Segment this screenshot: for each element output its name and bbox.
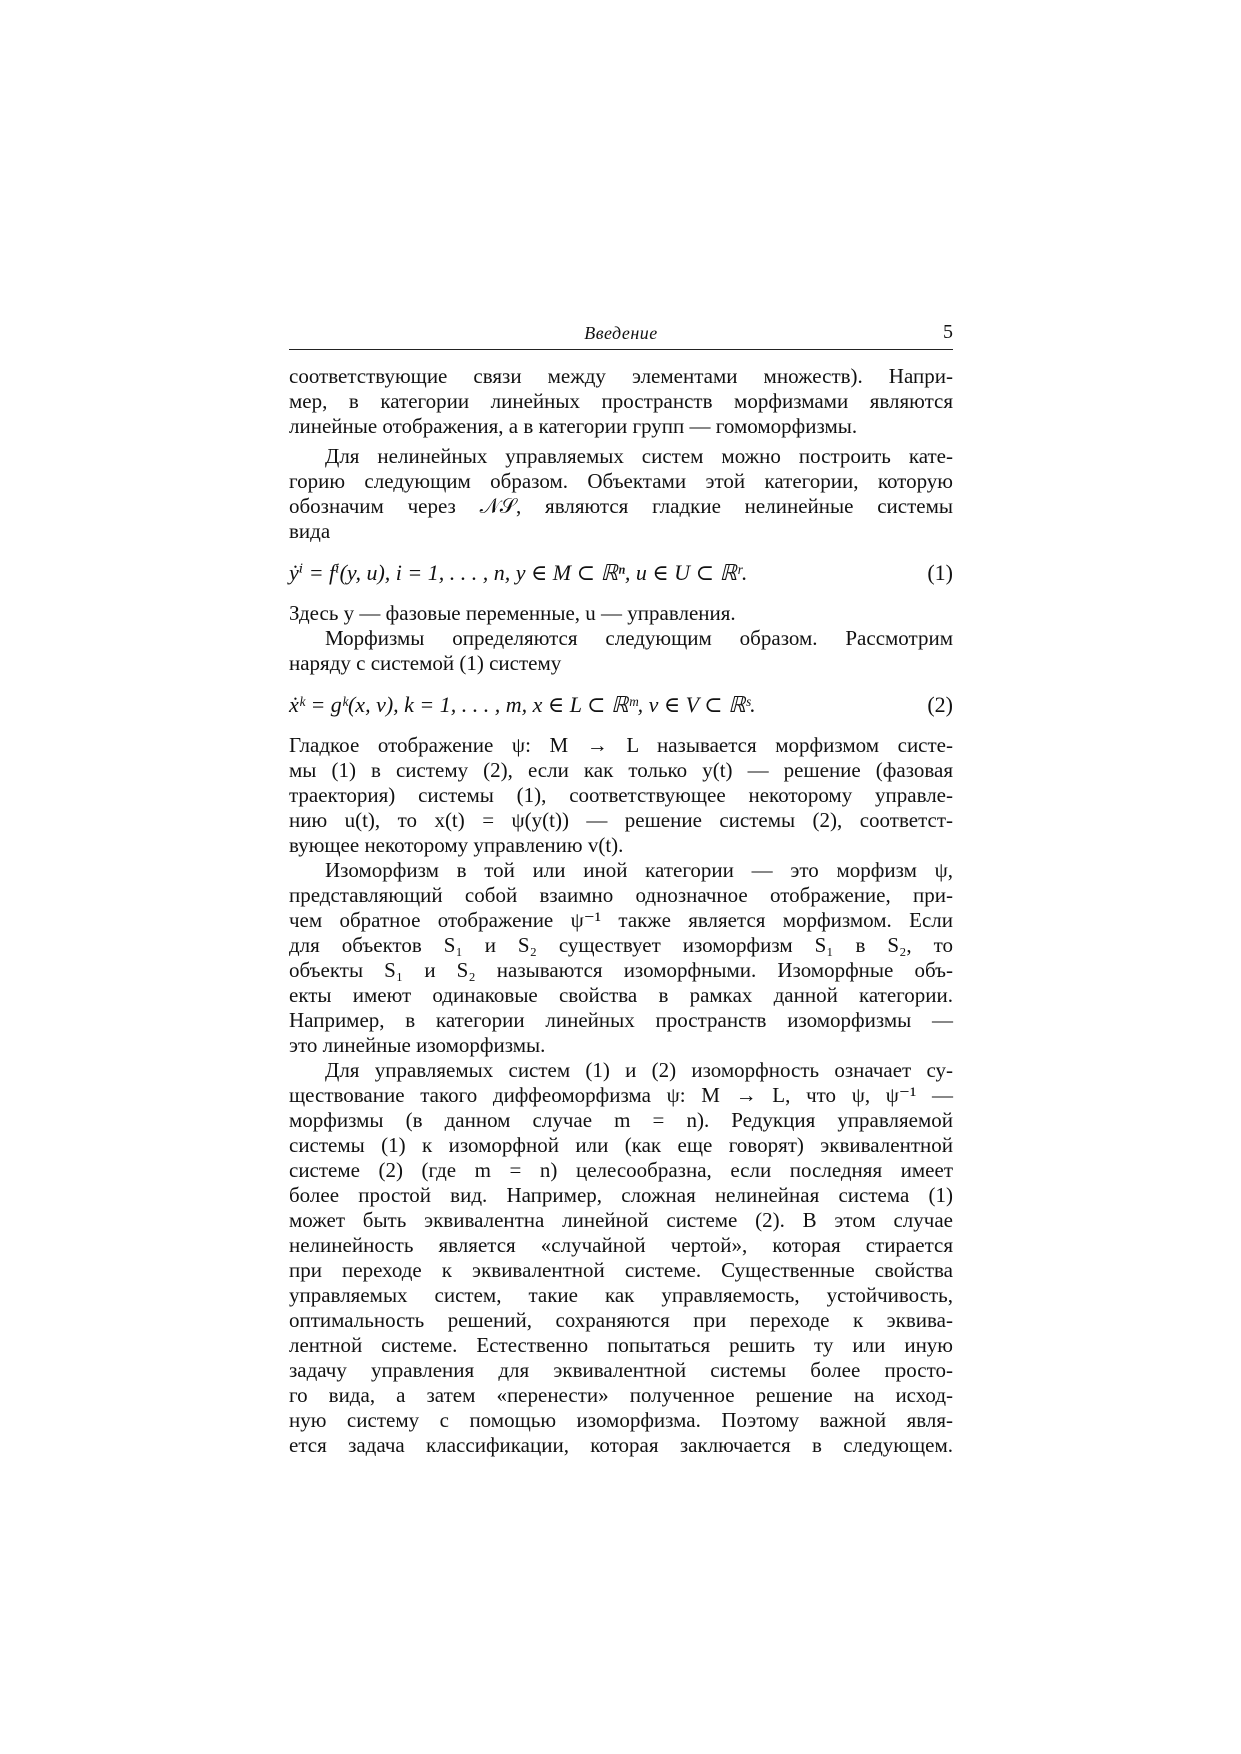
text-line: вующее некоторому управлению v(t). bbox=[289, 833, 624, 857]
equation-number: (2) bbox=[927, 692, 953, 717]
text-line: горию следующим образом. Объектами этой категории, которую bbox=[289, 469, 953, 493]
text-line: линейные отображения, а в категории групп — гомоморфизмы. bbox=[289, 414, 858, 438]
text-line: наряду с системой (1) систему bbox=[289, 651, 562, 675]
text-line: траектория) системы (1), соответствующее некоторому управле- bbox=[289, 783, 953, 807]
text-line: это линейные изоморфизмы. bbox=[289, 1033, 546, 1057]
text-line: системы (1) к изоморфной или (как еще говорят) эквивалентной bbox=[289, 1133, 953, 1157]
text-line: ществование такого диффеоморфизма ψ: M → L, что ψ, ψ⁻¹ — bbox=[289, 1083, 953, 1107]
text-line: нелинейность является «случайной чертой», которая стирается bbox=[289, 1233, 953, 1257]
text-line: управляемых систем, такие как управляемость, устойчивость, bbox=[289, 1283, 953, 1307]
equation-expression: ẏⁱ = fⁱ(y, u), i = 1, . . . , n, y ∈ M ⊂ ℝⁿ, u ∈ U ⊂ ℝʳ. bbox=[289, 560, 748, 585]
running-header bbox=[289, 319, 953, 350]
body-text bbox=[289, 364, 953, 1458]
text-line: для объектов S₁ и S₂ существует изоморфизм S₁ в S₂, то bbox=[289, 933, 953, 957]
text-line: Изоморфизм в той или иной категории — это морфизм ψ, bbox=[325, 858, 953, 882]
text-line: морфизмы (в данном случае m = n). Редукция управляемой bbox=[289, 1108, 953, 1132]
text-line: Например, в категории линейных пространств изоморфизмы — bbox=[289, 1008, 953, 1032]
running-title: Введение bbox=[584, 323, 658, 343]
text-line: системе (2) (где m = n) целесообразна, если последняя имеет bbox=[289, 1158, 953, 1182]
text-line: Для управляемых систем (1) и (2) изоморфность означает су- bbox=[325, 1058, 953, 1082]
text-line: мер, в категории линейных пространств морфизмами являются bbox=[289, 389, 953, 413]
text-line: более простой вид. Например, сложная нелинейная система (1) bbox=[289, 1183, 953, 1207]
text-line: ется задача классификации, которая заключается в следующем. bbox=[289, 1433, 953, 1457]
equation-number: (1) bbox=[927, 560, 953, 585]
equation-2 bbox=[289, 684, 953, 725]
paragraph bbox=[289, 858, 953, 1058]
text-line: ную систему с помощью изоморфизма. Поэтому важной явля- bbox=[289, 1408, 953, 1432]
text-line: объекты S₁ и S₂ называются изоморфными. Изоморфные объ- bbox=[289, 958, 953, 982]
equation-1 bbox=[289, 552, 953, 593]
text-line: может быть эквивалентна линейной системе (2). В этом случае bbox=[289, 1208, 953, 1232]
paragraph bbox=[289, 444, 953, 544]
text-line: Гладкое отображение ψ: M → L называется морфизмом систе- bbox=[289, 733, 953, 757]
text-line: соответствующие связи между элементами множеств). Напри- bbox=[289, 364, 953, 388]
text-line: вида bbox=[289, 519, 331, 543]
text-line: задачу управления для эквивалентной системы более просто- bbox=[289, 1358, 953, 1382]
text-line: представляющий собой взаимно однозначное отображение, при- bbox=[289, 883, 953, 907]
text-line: оптимальность решений, сохраняются при переходе к эквива- bbox=[289, 1308, 953, 1332]
text-line: при переходе к эквивалентной системе. Существенные свойства bbox=[289, 1258, 953, 1282]
paragraph bbox=[289, 601, 953, 626]
paragraph bbox=[289, 1058, 953, 1458]
paragraph bbox=[289, 364, 953, 439]
equation-expression: ẋᵏ = gᵏ(x, v), k = 1, . . . , m, x ∈ L ⊂ ℝᵐ, v ∈ V ⊂ ℝˢ. bbox=[289, 692, 756, 717]
text-line: Для нелинейных управляемых систем можно построить кате- bbox=[325, 444, 953, 468]
text-line: нию u(t), то x(t) = ψ(y(t)) — решение системы (2), соответст- bbox=[289, 808, 953, 832]
text-line: Морфизмы определяются следующим образом. Рассмотрим bbox=[325, 626, 953, 650]
paragraph bbox=[289, 626, 953, 676]
text-line: мы (1) в систему (2), если как только y(t) — решение (фазовая bbox=[289, 758, 953, 782]
page-number: 5 bbox=[943, 321, 953, 343]
paragraph bbox=[289, 733, 953, 858]
text-line: чем обратное отображение ψ⁻¹ также является морфизмом. Если bbox=[289, 908, 953, 932]
text-line: лентной системе. Естественно попытаться решить ту или иную bbox=[289, 1333, 953, 1357]
text-line: го вида, а затем «перенести» полученное решение на исход- bbox=[289, 1383, 953, 1407]
text-line: Здесь y — фазовые переменные, u — управления. bbox=[289, 601, 736, 625]
text-line: екты имеют одинаковые свойства в рамках данной категории. bbox=[289, 983, 953, 1007]
text-line: обозначим через 𝒩𝒮, являются гладкие нелинейные системы bbox=[289, 494, 953, 518]
